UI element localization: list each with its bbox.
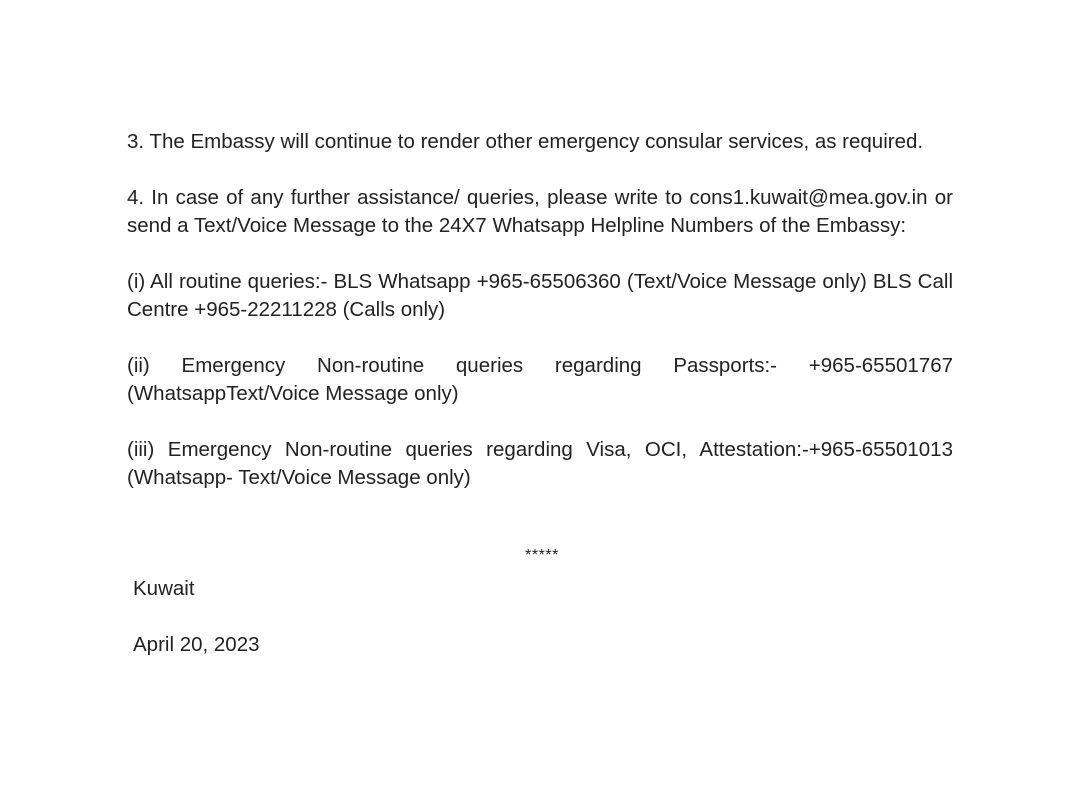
- place-label: Kuwait: [133, 577, 195, 600]
- document-footer: [133, 575, 260, 659]
- paragraph-passport-queries: (ii) Emergency Non-routine queries regarding Passports:- +965-65501767 (WhatsappText/Voice Message only): [127, 354, 953, 405]
- date-label: April 20, 2023: [133, 633, 260, 656]
- document-body: [127, 128, 953, 564]
- paragraph-assistance-contact: 4. In case of any further assistance/ queries, please write to cons1.kuwait@mea.gov.in or send a Text/Voice Message to the 24X7 Whatsapp Helpline Numbers of the Embassy:: [127, 186, 953, 237]
- section-separator: *****: [525, 547, 559, 564]
- paragraph-visa-queries: (iii) Emergency Non-routine queries regarding Visa, OCI, Attestation:-+965-65501013 (Whatsapp- Text/Voice Message only): [127, 438, 953, 489]
- paragraph-consular-services: 3. The Embassy will continue to render other emergency consular services, as required.: [127, 130, 924, 153]
- paragraph-routine-queries: (i) All routine queries:- BLS Whatsapp +965-65506360 (Text/Voice Message only) BLS Call Centre +965-22211228 (Calls only): [127, 270, 953, 321]
